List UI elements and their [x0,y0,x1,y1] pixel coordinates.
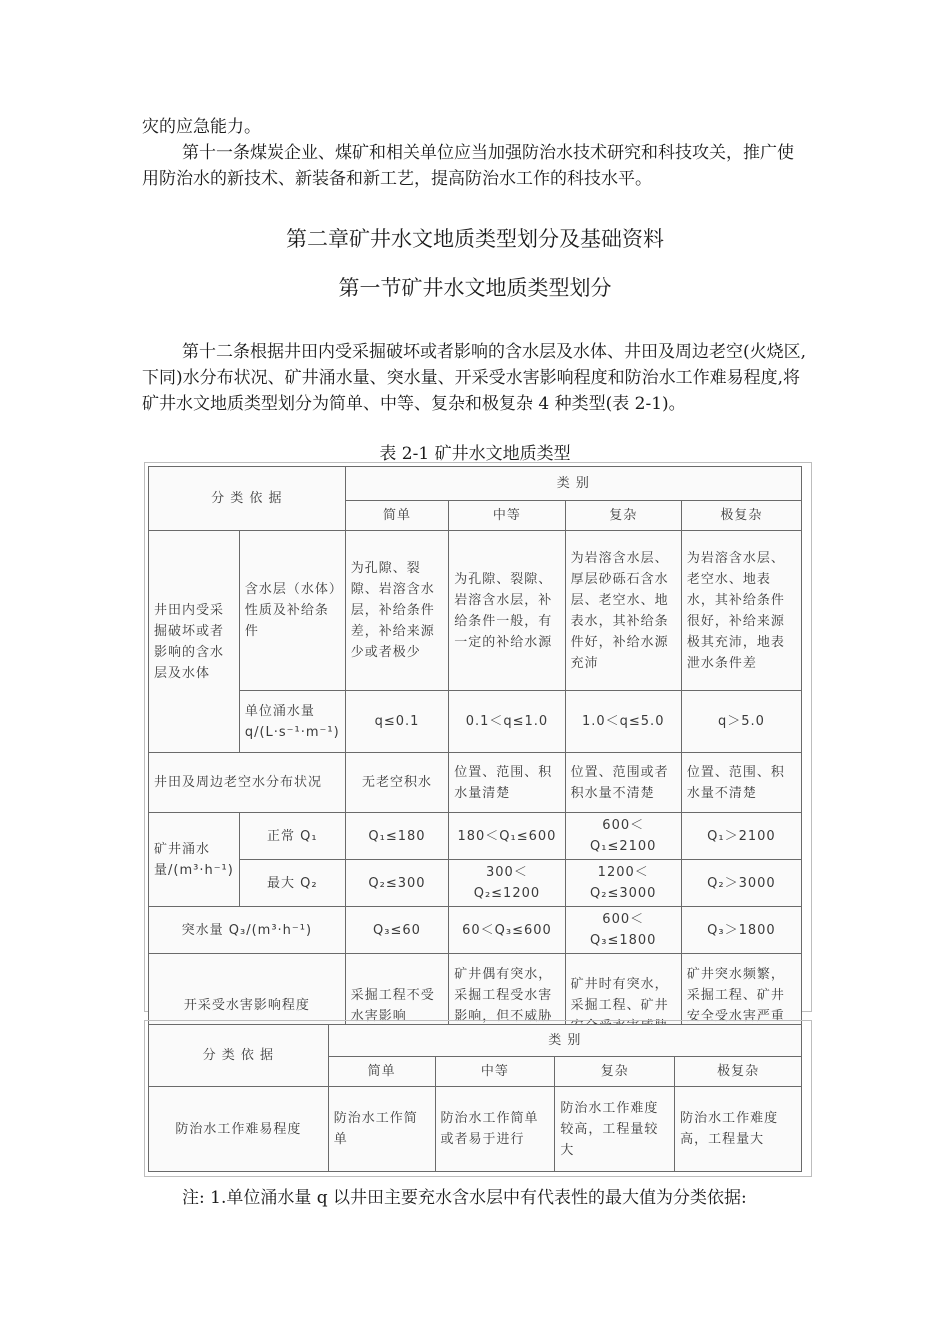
cell: 防治水工作难度较高，工程量较大 [555,1087,675,1172]
cell: Q₁≤180 [345,813,449,860]
text-line-1: 灾的应急能力。 [142,117,261,137]
cell: 600＜Q₁≤2100 [565,813,681,860]
cell: 无老空积水 [345,753,449,813]
difficulty-table [148,1024,802,1172]
table-note: 注: 1.单位涌水量 q 以井田主要充水含水层中有代表性的最大值为分类依据: [182,1188,747,1208]
cell: Q₁＞2100 [681,813,801,860]
category-header: 类 别 [345,467,801,501]
cell: 位置、范围或者积水量不清楚 [565,753,681,813]
cell: q＞5.0 [681,691,801,753]
hydro-type-table [148,466,802,1058]
cell: 1200＜Q₂≤3000 [565,860,681,907]
difficulty-label: 防治水工作难易程度 [149,1087,329,1172]
level-medium: 中等 [449,501,565,531]
cell: Q₃≤60 [345,907,449,954]
article-12: 第十二条根据井田内受采掘破坏或者影响的含水层及水体、井田及周边老空(火烧区,下同)水分布状况、矿井涌水量、突水量、开采受水害影响程度和防治水工作难易程度,将矿井水文地质类型划分为简单、中等、复杂和极复杂 4 种类型(表 2-1)。 [142,342,807,414]
old-void-label: 井田及周边老空水分布状况 [149,753,346,813]
cell: 矿井时有突水，采掘工程、矿井 [565,954,681,1058]
cell: 防治水工作难度高，工程量大 [675,1087,802,1172]
chapter-title: 第二章矿井水文地质类型划分及基础资料 [286,227,664,251]
cell: 防治水工作简单 [328,1087,435,1172]
cell: 为岩溶含水层、厚层砂砾石含水层、老空水、地表水，其补给条件好，补给水源充沛 [565,531,681,691]
cell: 为孔隙、裂隙、岩溶含水层，补给条件一般，有一定的补给水源 [449,531,565,691]
basis-header: 分 类 依 据 [149,1025,329,1087]
level-medium: 中等 [435,1057,555,1087]
cell: 矿井偶有突水，采掘工程受水害影响，但不威胁 [449,954,565,1058]
level-complex: 复杂 [555,1057,675,1087]
level-very-complex: 极复杂 [681,501,801,531]
cell: 为孔隙、裂隙、岩溶含水层，补给条件差，补给来源少或者极少 [345,531,449,691]
cell: 位置、范围、积水量清楚 [449,753,565,813]
article-11: 第十一条煤炭企业、煤矿和相关单位应当加强防治水技术研究和科技攻关，推广使用防治水的新技术、新装备和新工艺，提高防治水工作的科技水平。 [142,143,794,189]
mine-inflow-label: 矿井涌水量/(m³·h⁻¹) [149,813,240,907]
cell: 300＜Q₂≤1200 [449,860,565,907]
aquifer-group-label: 井田内受采掘破坏或者影响的含水层及水体 [149,531,240,753]
cell: Q₂＞3000 [681,860,801,907]
cell: Q₂≤300 [345,860,449,907]
category-header: 类 别 [328,1025,801,1057]
basis-header: 分 类 依 据 [149,467,346,531]
cell: 防治水工作简单或者易于进行 [435,1087,555,1172]
unit-inflow-label: 单位涌水量 q/(L·s⁻¹·m⁻¹) [239,691,345,753]
cell: 为岩溶含水层、老空水、地表水，其补给条件很好，补给来源极其充沛，地表泄水条件差 [681,531,801,691]
cell: 60＜Q₃≤600 [449,907,565,954]
level-complex: 复杂 [565,501,681,531]
cell: 600＜Q₃≤1800 [565,907,681,954]
aquifer-nature-label: 含水层（水体）性质及补给条件 [239,531,345,691]
cell: 0.1＜q≤1.0 [449,691,565,753]
inrush-label: 突水量 Q₃/(m³·h⁻¹) [149,907,346,954]
level-simple: 简单 [345,501,449,531]
cell: 1.0＜q≤5.0 [565,691,681,753]
cell: q≤0.1 [345,691,449,753]
max-label: 最大 Q₂ [239,860,345,907]
cell: 采掘工程不受水害影响 [345,954,449,1058]
cell: 矿井突水频繁，采掘工程、矿井安全受水害严重 [681,954,801,1058]
cell: 180＜Q₁≤600 [449,813,565,860]
section-title: 第一节矿井水文地质类型划分 [338,276,612,300]
level-simple: 简单 [328,1057,435,1087]
impact-label: 开采受水害影响程度 [149,954,346,1058]
cell: 位置、范围、积水量不清楚 [681,753,801,813]
table-caption: 表 2-1 矿井水文地质类型 [379,444,571,464]
cell: Q₃＞1800 [681,907,801,954]
normal-label: 正常 Q₁ [239,813,345,860]
level-very-complex: 极复杂 [675,1057,802,1087]
